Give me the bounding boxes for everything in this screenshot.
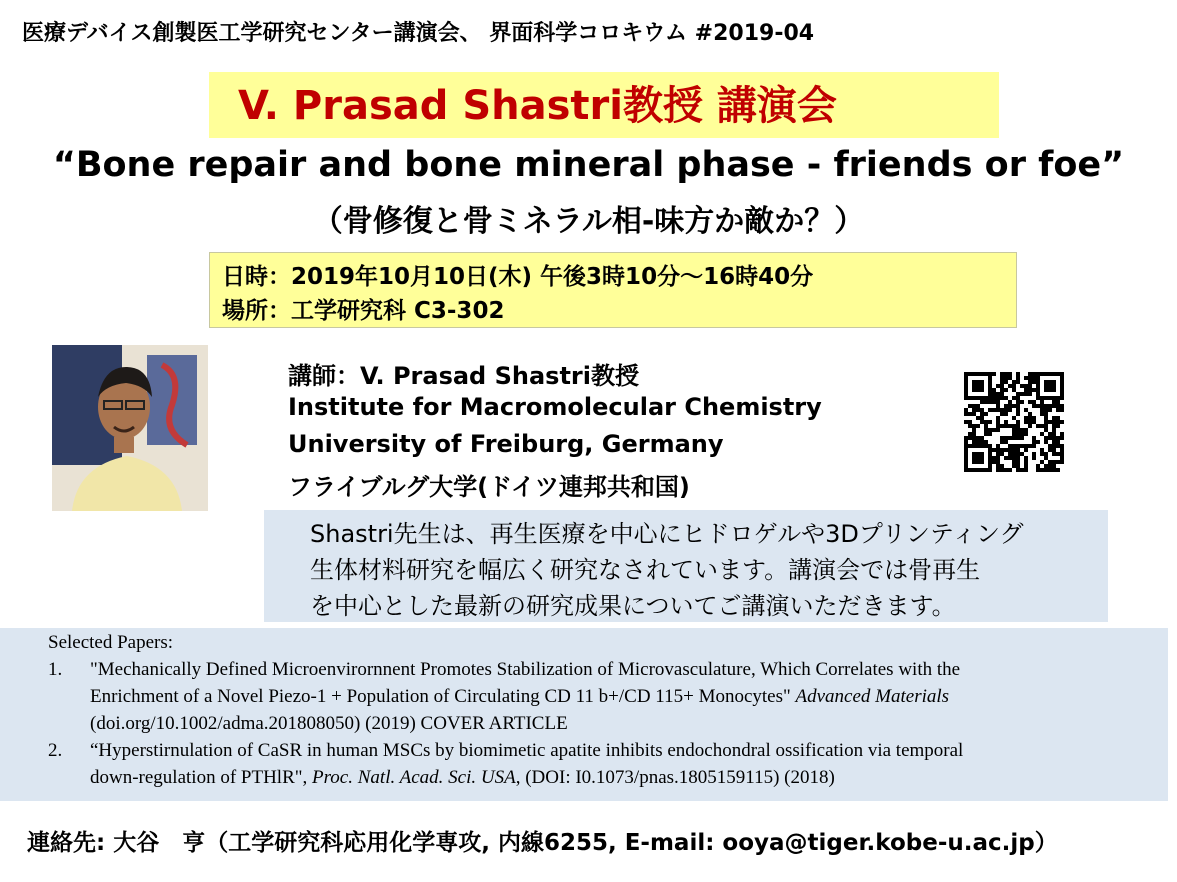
paper-number: 2. <box>48 740 63 761</box>
description-line: Shastri先生は、再生医療を中心にヒドロゲルや3Dプリンティング <box>310 520 1024 548</box>
lecture-title: V. Prasad Shastri教授 講演会 <box>238 83 837 129</box>
speaker-university: University of Freiburg, Germany <box>288 430 724 458</box>
speaker-institute: Institute for Macromolecular Chemistry <box>288 393 822 421</box>
paper-title-part: down-regulation of PTHlR", <box>90 767 313 788</box>
description-line: を中心とした最新の研究成果についてご講演いただきます。 <box>310 592 956 620</box>
speaker-photo <box>52 345 208 511</box>
qr-code[interactable] <box>963 372 1065 472</box>
paper-citation-line: "Mechanically Defined Microenvirornnent Promotes Stabilization of Microvasculature, Which Correlates with the <box>90 659 961 680</box>
talk-title-japanese: （骨修復と骨ミネラル相-味方か敵か？） <box>312 204 865 239</box>
contact-info: 連絡先: 大谷 亨（工学研究科応用化学専攻, 内線6255, E-mail: ooya@tiger.kobe-u.ac.jp） <box>27 830 1058 856</box>
paper-title-part: Enrichment of a Novel Piezo-1 + Population of Circulating CD 11 b+/CD 115+ Monocytes" <box>90 686 796 707</box>
description-line: 生体材料研究を幅広く研究なされています。講演会では骨再生 <box>310 556 981 584</box>
venue: 場所：工学研究科 C3-302 <box>222 298 505 324</box>
paper-doi: (doi.org/10.1002/adma.201808050) (2019) COVER ARTICLE <box>90 713 568 734</box>
speaker-university-japanese: フライブルグ大学(ドイツ連邦共和国) <box>288 473 690 501</box>
paper-citation-line: “Hyperstirnulation of CaSR in human MSCs by biomimetic apatite inhibits endochondral ossification via temporal <box>90 740 964 761</box>
paper-doi: , (DOI: I0.1073/pnas.1805159115) (2018) <box>515 767 835 788</box>
speaker-name: 講師：V. Prasad Shastri教授 <box>288 362 639 390</box>
papers-heading: Selected Papers: <box>48 632 174 653</box>
paper-journal: Proc. Natl. Acad. Sci. USA <box>312 767 516 788</box>
datetime: 日時：2019年10月10日(木) 午後3時10分～16時40分 <box>222 264 814 290</box>
event-series-header: 医療デバイス創製医工学研究センター講演会、 界面科学コロキウム #2019-04 <box>22 21 815 46</box>
paper-citation-line <box>90 686 949 708</box>
paper-citation-line <box>90 767 835 789</box>
paper-journal: Advanced Materials <box>795 686 950 707</box>
talk-title-english: “Bone repair and bone mineral phase - friends or foe” <box>52 145 1125 185</box>
paper-number: 1. <box>48 659 63 680</box>
